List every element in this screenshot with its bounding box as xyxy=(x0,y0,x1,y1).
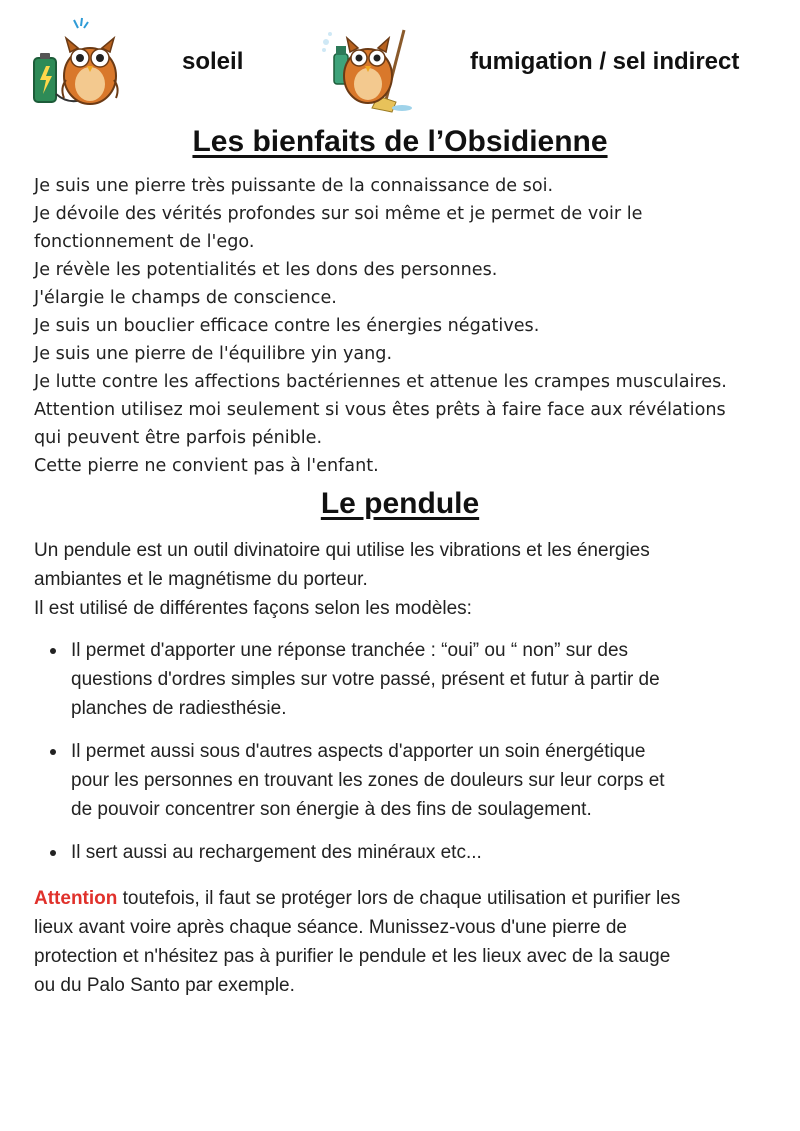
list-item xyxy=(34,737,774,824)
list-item xyxy=(34,838,774,867)
obsidienne-title: Les bienfaits de l’Obsidienne xyxy=(192,125,608,158)
list-item xyxy=(34,636,774,723)
bullet-line: Il permet d'apporter une réponse tranchée : “oui” ou “ non” sur des xyxy=(71,640,629,661)
bullet-dot-icon xyxy=(50,648,56,654)
pendule-bullet-list xyxy=(34,636,774,881)
obsidienne-line: Je suis un bouclier efficace contre les énergies négatives. xyxy=(34,316,540,336)
obsidienne-line: Attention utilisez moi seulement si vous êtes prêts à faire face aux révélations xyxy=(34,400,726,420)
attention-paragraph xyxy=(34,884,774,1000)
pendule-intro-line: Il est utilisé de différentes façons selon les modèles: xyxy=(34,598,472,619)
obsidienne-line: qui peuvent être parfois pénible. xyxy=(34,428,323,448)
bullet-line: Il sert aussi au rechargement des minéraux etc... xyxy=(71,842,482,863)
pendule-intro-line: ambiantes et le magnétisme du porteur. xyxy=(34,569,368,590)
bullet-line: de pouvoir concentrer son énergie à des fins de soulagement. xyxy=(71,799,592,820)
header-label-fumigation: fumigation / sel indirect xyxy=(470,48,740,75)
bullet-line: planches de radiesthésie. xyxy=(71,698,287,719)
owl-cleaning-broom-icon xyxy=(320,24,414,114)
pendule-intro-line: Un pendule est un outil divinatoire qui utilise les vibrations et les énergies xyxy=(34,540,650,561)
bullet-line: questions d'ordres simples sur votre passé, présent et futur à partir de xyxy=(71,669,660,690)
bullet-dot-icon xyxy=(50,749,56,755)
obsidienne-line: fonctionnement de l'ego. xyxy=(34,232,255,252)
obsidienne-line: Je lutte contre les affections bactériennes et attenue les crampes musculaires. xyxy=(34,372,727,392)
header xyxy=(0,0,800,120)
attention-line: toutefois, il faut se protéger lors de chaque utilisation et purifier les xyxy=(117,888,681,909)
attention-word: Attention xyxy=(34,888,118,909)
pendule-title: Le pendule xyxy=(320,487,480,520)
bullet-line: Il permet aussi sous d'autres aspects d'apporter un soin énergétique xyxy=(71,741,646,762)
attention-line: protection et n'hésitez pas à purifier le pendule et les lieux avec de la sauge xyxy=(34,946,671,967)
bullet-dot-icon xyxy=(50,850,56,856)
bullet-line: pour les personnes en trouvant les zones de douleurs sur leur corps et xyxy=(71,770,665,791)
obsidienne-line: J'élargie le champs de conscience. xyxy=(34,288,337,308)
obsidienne-line: Je révèle les potentialités et les dons des personnes. xyxy=(34,260,498,280)
attention-line: lieux avant voire après chaque séance. Munissez-vous d'une pierre de xyxy=(34,917,627,938)
obsidienne-line: Je suis une pierre très puissante de la connaissance de soi. xyxy=(34,176,554,196)
obsidienne-line: Je suis une pierre de l'équilibre yin yang. xyxy=(34,344,393,364)
pendule-intro xyxy=(34,536,774,623)
owl-charging-battery-icon xyxy=(30,14,126,110)
obsidienne-text xyxy=(34,172,774,480)
header-label-soleil: soleil xyxy=(182,48,244,75)
attention-line: ou du Palo Santo par exemple. xyxy=(34,975,295,996)
obsidienne-line: Cette pierre ne convient pas à l'enfant. xyxy=(34,456,379,476)
obsidienne-line: Je dévoile des vérités profondes sur soi même et je permet de voir le xyxy=(34,204,643,224)
attention-line-first xyxy=(34,884,774,913)
